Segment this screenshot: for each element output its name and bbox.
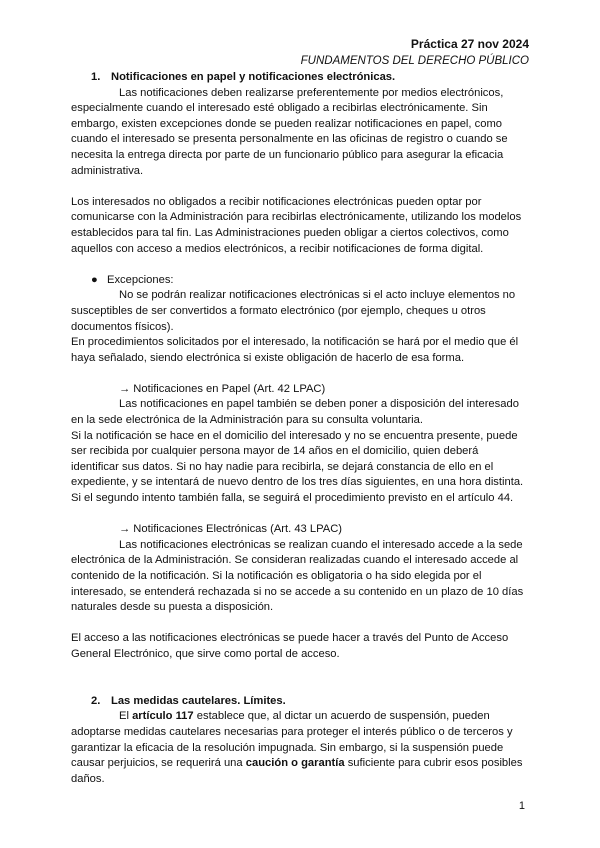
paper-paragraph-2: Si la notificación se hace en el domicilio del interesado y no se encuentra presente, puede ser recibida por cualquier persona mayor de 14 años en el domicilio, quien deberá identificar sus datos. Si no hay nadie para recibirla, se dejará constancia de ello en el expediente, y se intentará de nuevo dentro de los tres días siguientes, en una hora distinta. Si el segundo intento también falla, se seguirá el procedimiento previsto en el artículo 44. bbox=[71, 429, 524, 505]
document-body bbox=[71, 70, 529, 787]
exceptions-bullet bbox=[91, 273, 529, 289]
header-date: Práctica 27 nov 2024 bbox=[410, 37, 529, 51]
section-1-paragraph-4: El acceso a las notificaciones electrónicas se puede hacer a través del Punto de Acceso General Electrónico, que sirve como portal de acceso. bbox=[71, 632, 509, 660]
electronic-paragraph-1: Las notificaciones electrónicas se realizan cuando el interesado accede a la sede electrónica de la Administración. Se consideran realizadas cuando el interesado accede al contenido de la notificación. Si la notificación es obligatoria o ha sido elegida por el interesado, se entenderá rechazada si no se accede a su contenido en un plazo de 10 días naturales desde su puesta a disposición. bbox=[71, 538, 524, 614]
header-course: FUNDAMENTOS DEL DERECHO PÚBLICO bbox=[300, 55, 529, 67]
section-1-paragraph-1: Las notificaciones deben realizarse preferentemente por medios electrónicos, especialmente cuando el interesado esté obligado a recibirlas electrónicamente. Sin embargo, existen excepciones donde se pueden realizar notificaciones en papel, como cuando el interesado se presenta personalmente en las oficinas de registro o cuando se necesita la entrega directa por parte de un funcionario público para asegurar la eficacia administrativa. bbox=[71, 86, 508, 177]
section-1-paragraph-3: En procedimientos solicitados por el interesado, la notificación se hará por el medio que él haya señalado, siendo electrónica si existe obligación de hacerlo de esa forma. bbox=[71, 336, 519, 364]
section-1-paragraph-2: Los interesados no obligados a recibir notificaciones electrónicas pueden optar por comunicarse con la Administración para recibirlas electrónicamente, utilizando los modelos establecidos para tal fin. Las Administraciones pueden obligar a ciertos colectivos, como aquellos con acceso a medios electrónicos, a recibir notificaciones de forma digital. bbox=[71, 195, 522, 255]
paper-paragraph-1: Las notificaciones en papel también se deben poner a disposición del interesado en la sede electrónica de la Administración para su consulta voluntaria. bbox=[71, 398, 519, 427]
section-2-text-c: establece que, al dictar un acuerdo de suspensión, pueden adoptarse medidas cautelares necesarias para proteger el interés público o de terceros y garantizar la eficacia de la resolución impugnada. Sin embargo, si la suspensión puede causar perjuicios, se requerirá una bbox=[71, 710, 513, 770]
paper-notifications-heading: → Notificaciones en Papel (Art. 42 LPAC) bbox=[119, 382, 326, 395]
section-2-text-a: El bbox=[119, 710, 133, 723]
section-1-title: Notificaciones en papel y notificaciones electrónicas. bbox=[111, 71, 396, 83]
section-2-paragraph bbox=[71, 709, 529, 787]
page-header bbox=[301, 36, 529, 69]
exceptions-text: No se podrán realizar notificaciones electrónicas si el acto incluye elementos no susceptibles de ser convertidos a formato electrónico (por ejemplo, cheques u otros documentos físicos). bbox=[71, 289, 516, 333]
caution-guarantee-bold: caución o garantía bbox=[245, 757, 345, 770]
electronic-notifications-heading: → Notificaciones Electrónicas (Art. 43 LPAC) bbox=[119, 523, 343, 536]
section-2-text-e: suficiente para cubrir esos posibles daños. bbox=[71, 757, 523, 785]
article-117-bold: artículo 117 bbox=[132, 710, 194, 723]
page-number: 1 bbox=[518, 800, 525, 812]
bullet-dot-icon: ● bbox=[91, 273, 98, 286]
section-2-title: Las medidas cautelares. Límites. bbox=[111, 694, 286, 707]
section-2-number: 2. bbox=[91, 694, 101, 707]
exceptions-label: Excepciones: bbox=[107, 273, 174, 286]
section-1-number: 1. bbox=[91, 71, 101, 83]
section-1-heading bbox=[91, 70, 529, 86]
section-2-heading bbox=[91, 694, 529, 710]
